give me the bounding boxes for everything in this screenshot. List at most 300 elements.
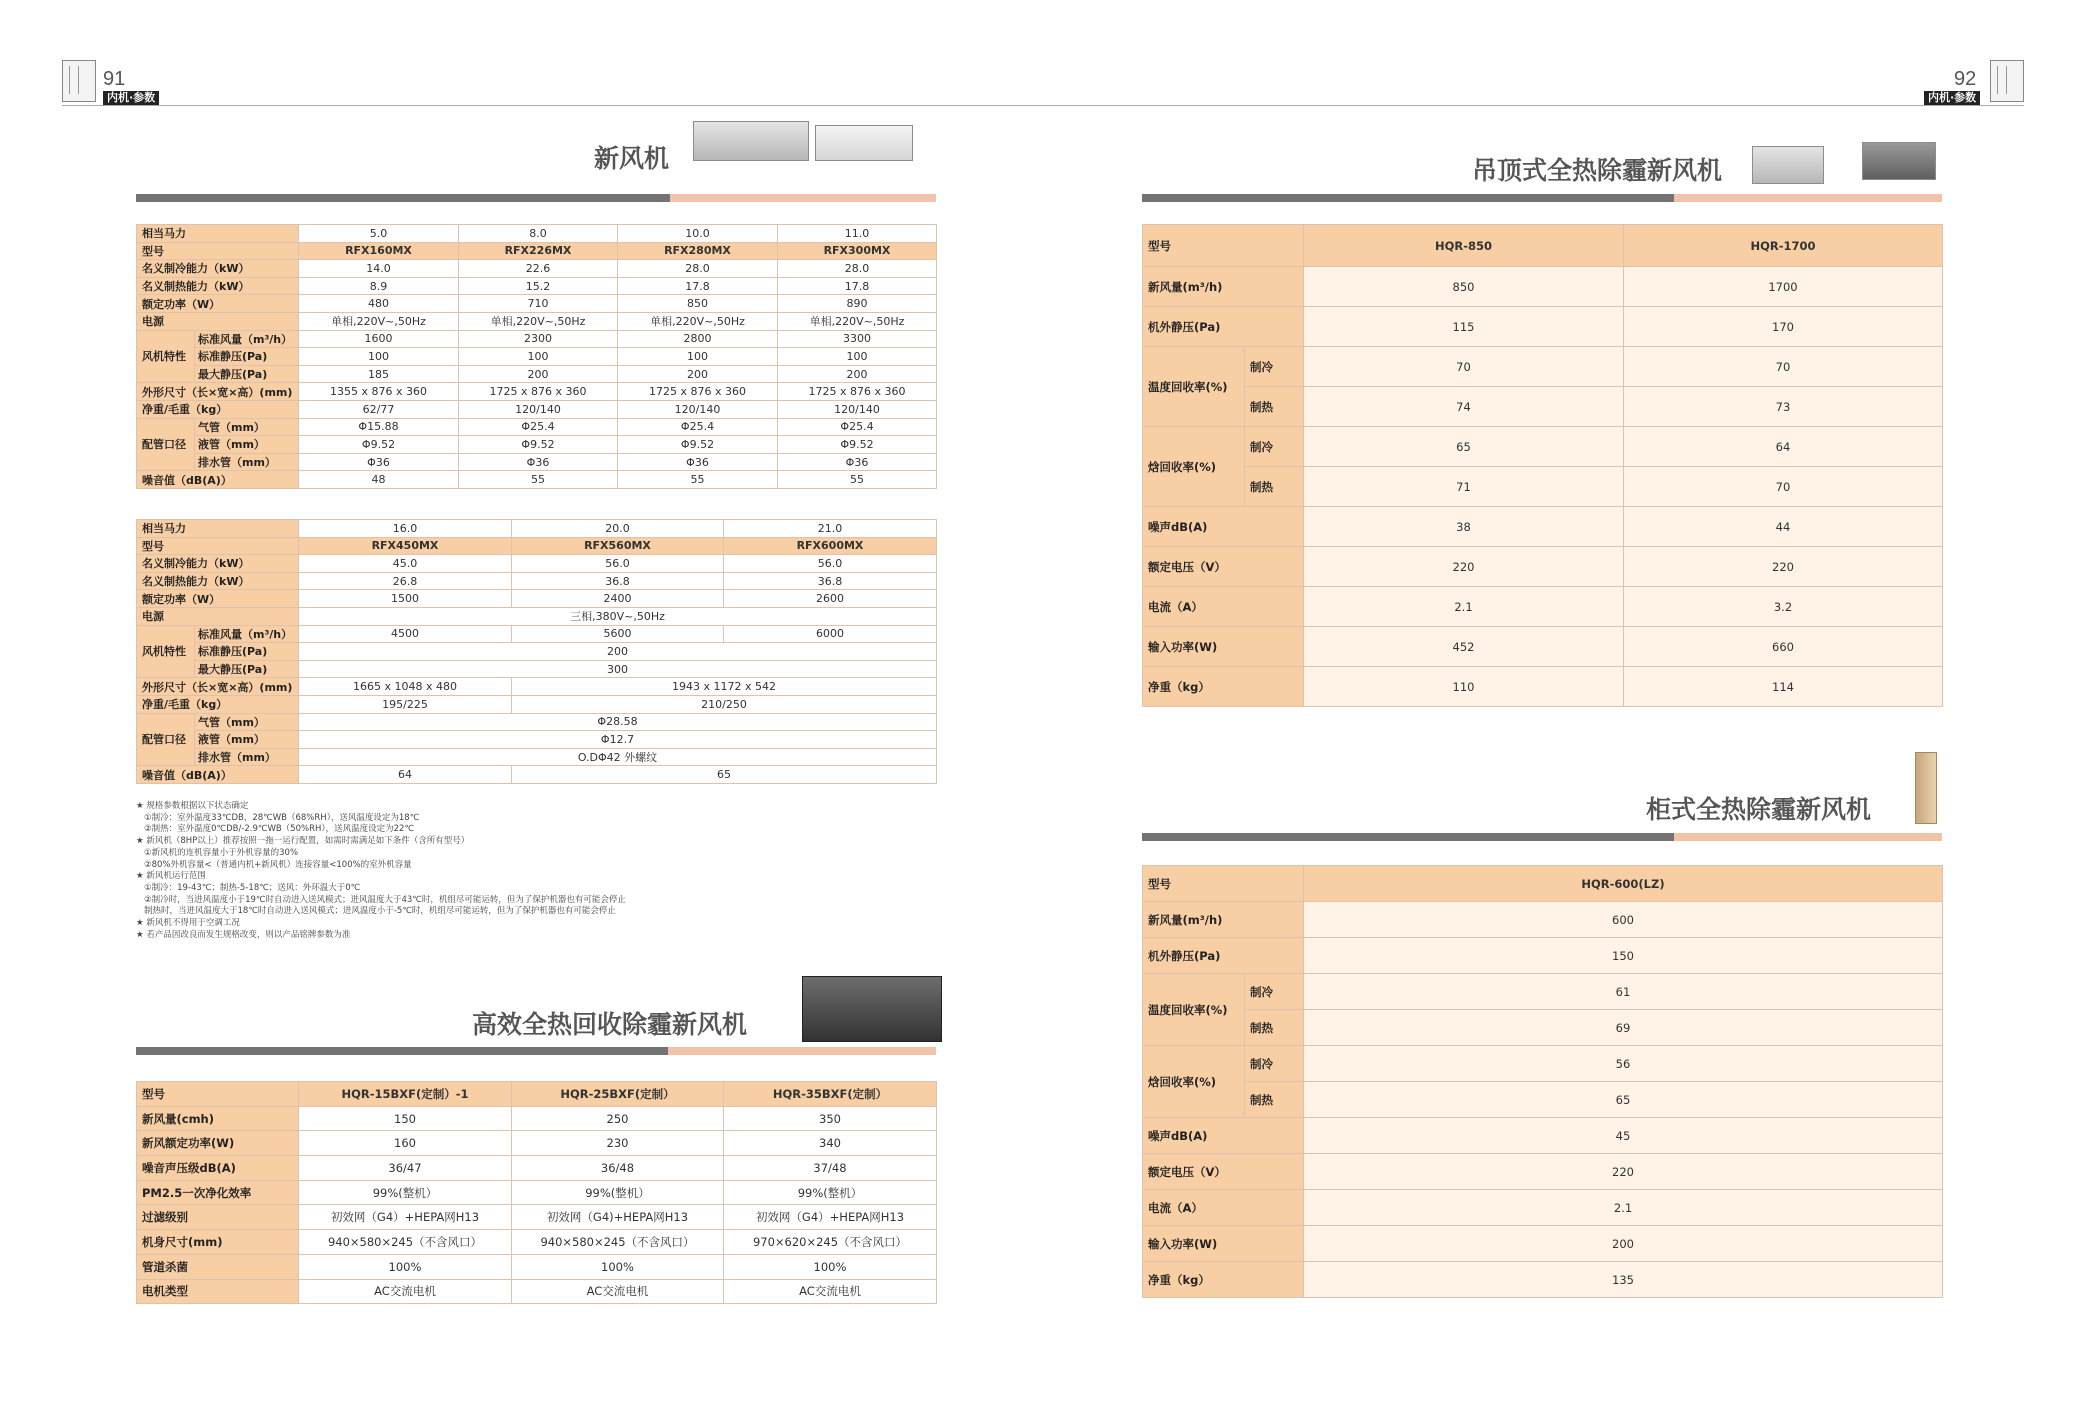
section-title-ceiling-unit: 吊顶式全热除霾新风机	[1472, 156, 1723, 185]
table-cell: 940×580×245（不含风口）	[299, 1230, 512, 1255]
table-cell: AC交流电机	[512, 1279, 724, 1304]
table-cell: Φ9.52	[459, 436, 618, 454]
table-cell: 三相,380V~,50Hz	[299, 607, 937, 625]
book-icon-right	[1990, 60, 2024, 102]
table-row	[137, 436, 937, 454]
table-cell: 10.0	[618, 225, 778, 243]
row-label: 制冷	[1245, 427, 1304, 467]
row-label: 制热	[1245, 1082, 1304, 1118]
table-cell: 45.0	[299, 555, 512, 573]
table-cell: 200	[299, 643, 937, 661]
table-row	[1143, 387, 1943, 427]
row-label: 机身尺寸(mm)	[137, 1230, 299, 1255]
table-row	[137, 348, 937, 366]
table-row	[1143, 1154, 1943, 1190]
row-label: 相当马力	[137, 225, 299, 243]
row-label: 外形尺寸（长×宽×高）(mm)	[137, 678, 299, 696]
table-cell: 56.0	[512, 555, 724, 573]
column-header: RFX280MX	[618, 242, 778, 260]
table-cell: 8.9	[299, 277, 459, 295]
table-cell: 65	[1304, 427, 1624, 467]
table-cell: 56	[1304, 1046, 1943, 1082]
table-row	[137, 1279, 937, 1304]
table-cell: Φ9.52	[618, 436, 778, 454]
table-row	[137, 572, 937, 590]
product-image-cabinet-unit	[1915, 752, 1937, 824]
row-label: 外形尺寸（长×宽×高）(mm)	[137, 383, 299, 401]
table-row	[137, 471, 937, 489]
table-header-row	[1143, 225, 1943, 267]
table-cell: 1700	[1624, 267, 1943, 307]
row-label: 噪音值（dB(A)）	[137, 471, 299, 489]
table-cell: 99%(整机）	[724, 1180, 937, 1205]
table-row	[137, 365, 937, 383]
row-label: 噪音值（dB(A)）	[137, 766, 299, 784]
table-cell: 2300	[459, 330, 618, 348]
table-cell: 1943 x 1172 x 542	[512, 678, 937, 696]
table-row	[1143, 467, 1943, 507]
table-cell: 150	[299, 1106, 512, 1131]
row-label: 标准静压(Pa)	[195, 348, 299, 366]
table-cell: 45	[1304, 1118, 1943, 1154]
row-label: 气管（mm）	[195, 418, 299, 436]
row-label: 气管（mm）	[195, 713, 299, 731]
table-cell: 8.0	[459, 225, 618, 243]
row-label: 净重/毛重（kg）	[137, 400, 299, 418]
row-label: 额定功率（W）	[137, 590, 299, 608]
table-cell: 200	[618, 365, 778, 383]
table-row	[1143, 1046, 1943, 1082]
table-cell: 100	[778, 348, 937, 366]
table-cell: 1355 x 876 x 360	[299, 383, 459, 401]
column-header: RFX560MX	[512, 537, 724, 555]
table-row	[137, 1106, 937, 1131]
table-row	[1143, 1010, 1943, 1046]
table-cell: 100	[299, 348, 459, 366]
row-label: 型号	[137, 242, 299, 260]
table-cell: 15.2	[459, 277, 618, 295]
table-cell: 114	[1624, 667, 1943, 707]
row-label: 机外静压(Pa)	[1143, 938, 1304, 974]
table-cell: 26.8	[299, 572, 512, 590]
table-cell: 340	[724, 1131, 937, 1156]
row-label: 电机类型	[137, 1279, 299, 1304]
page-tag-left: 内机·参数	[103, 91, 159, 105]
note-line: ①制冷：室外温度33℃DB，28℃WB（68%RH），送风温度设定为18℃	[144, 812, 420, 823]
row-label: 温度回收率(%)	[1143, 347, 1245, 427]
note-line: ★ 规格参数根据以下状态确定	[136, 801, 249, 811]
table-row	[1143, 902, 1943, 938]
table-cell: 480	[299, 295, 459, 313]
row-label: 标准静压(Pa)	[195, 643, 299, 661]
row-label: 排水管（mm）	[195, 748, 299, 766]
table-cell: Φ25.4	[459, 418, 618, 436]
table-cell: 36/48	[512, 1156, 724, 1181]
row-label: 型号	[137, 537, 299, 555]
row-label: 液管（mm）	[195, 731, 299, 749]
table-cell: Φ36	[299, 453, 459, 471]
table-cell: 890	[778, 295, 937, 313]
product-image-duct-unit-2	[815, 125, 913, 161]
table-cell: 64	[299, 766, 512, 784]
note-line: ②制热：室外温度0℃DB/-2.9℃WB（50%RH），送风温度设定为22℃	[144, 824, 414, 835]
note-line: ★ 若产品因改良而发生规格改变，则以产品铭牌参数为准	[136, 929, 351, 940]
table-row	[1143, 667, 1943, 707]
table-cell: 17.8	[618, 277, 778, 295]
table-cell: 5600	[512, 625, 724, 643]
table-cell: 660	[1624, 627, 1943, 667]
table-cell: 120/140	[618, 400, 778, 418]
table-cell: 62/77	[299, 400, 459, 418]
table-cell: 220	[1624, 547, 1943, 587]
table-row	[1143, 427, 1943, 467]
table-cell: 1725 x 876 x 360	[459, 383, 618, 401]
table-row	[137, 453, 937, 471]
table-cell: 初效网（G4)+HEPA网H13	[512, 1205, 724, 1230]
row-label: 额定电压（V）	[1143, 547, 1304, 587]
spec-table-rfx-large	[136, 519, 937, 784]
row-label: 电流（A）	[1143, 1190, 1304, 1226]
table-header-row	[137, 1082, 937, 1107]
table-cell: 300	[299, 660, 937, 678]
column-header: RFX226MX	[459, 242, 618, 260]
column-header: HQR-25BXF(定制）	[512, 1082, 724, 1107]
row-label: 名义制热能力（kW）	[137, 572, 299, 590]
table-row	[1143, 1262, 1943, 1298]
row-label: 名义制热能力（kW）	[137, 277, 299, 295]
table-cell: AC交流电机	[299, 1279, 512, 1304]
table-cell: 170	[1624, 307, 1943, 347]
table-row	[1143, 974, 1943, 1010]
table-cell: 220	[1304, 547, 1624, 587]
table-cell: 1665 x 1048 x 480	[299, 678, 512, 696]
table-cell: 1500	[299, 590, 512, 608]
table-row	[137, 625, 937, 643]
table-cell: 4500	[299, 625, 512, 643]
note-line: ②80%外机容量<（普通内机+新风机）连接容量<100%的室外机容量	[144, 859, 412, 870]
column-header: HQR-15BXF(定制）-1	[299, 1082, 512, 1107]
row-label: 电流（A）	[1143, 587, 1304, 627]
table-cell: Φ36	[459, 453, 618, 471]
table-cell: 110	[1304, 667, 1624, 707]
table-row	[137, 1254, 937, 1279]
row-label: 制热	[1245, 387, 1304, 427]
table-cell: 2.1	[1304, 587, 1624, 627]
row-label: 型号	[1143, 866, 1304, 902]
table-row	[137, 1131, 937, 1156]
table-cell: 单相,220V~,50Hz	[299, 312, 459, 330]
table-row	[137, 1156, 937, 1181]
table-cell: 2600	[724, 590, 937, 608]
table-cell: Φ25.4	[778, 418, 937, 436]
table-row	[137, 695, 937, 713]
row-label: 噪声dB(A)	[1143, 507, 1304, 547]
row-label: 液管（mm）	[195, 436, 299, 454]
table-cell: 115	[1304, 307, 1624, 347]
table-row	[137, 766, 937, 784]
table-row	[137, 277, 937, 295]
table-cell: 120/140	[778, 400, 937, 418]
table-row	[137, 643, 937, 661]
table-row	[1143, 347, 1943, 387]
section-title-cabinet-unit: 柜式全热除霾新风机	[1646, 795, 1872, 824]
table-row	[137, 607, 937, 625]
table-row	[137, 330, 937, 348]
row-label: 名义制冷能力（kW）	[137, 555, 299, 573]
table-row	[1143, 307, 1943, 347]
row-label: 制冷	[1245, 347, 1304, 387]
table-cell: 55	[618, 471, 778, 489]
row-label: 配管口径	[137, 418, 195, 471]
row-label: 排水管（mm）	[195, 453, 299, 471]
table-row	[137, 225, 937, 243]
table-cell: 22.6	[459, 260, 618, 278]
table-cell: 36.8	[512, 572, 724, 590]
row-label: 过滤级别	[137, 1205, 299, 1230]
table-cell: 970×620×245（不含风口）	[724, 1230, 937, 1255]
column-header: RFX160MX	[299, 242, 459, 260]
table-cell: 135	[1304, 1262, 1943, 1298]
product-image-ceiling-unit-2	[1862, 142, 1936, 180]
row-label: 型号	[137, 1082, 299, 1107]
table-cell: 1725 x 876 x 360	[778, 383, 937, 401]
row-label: 额定电压（V）	[1143, 1154, 1304, 1190]
table-cell: 452	[1304, 627, 1624, 667]
table-cell: Φ25.4	[618, 418, 778, 436]
table-cell: 28.0	[618, 260, 778, 278]
table-cell: 150	[1304, 938, 1943, 974]
column-header: HQR-35BXF(定制）	[724, 1082, 937, 1107]
table-cell: 99%(整机）	[299, 1180, 512, 1205]
table-cell: 56.0	[724, 555, 937, 573]
table-cell: Φ36	[618, 453, 778, 471]
row-label: 焓回收率(%)	[1143, 1046, 1245, 1118]
row-label: 电源	[137, 312, 299, 330]
table-cell: Φ15.88	[299, 418, 459, 436]
row-label: 额定功率（W）	[137, 295, 299, 313]
table-cell: 单相,220V~,50Hz	[459, 312, 618, 330]
table-cell: AC交流电机	[724, 1279, 937, 1304]
table-cell: 1725 x 876 x 360	[618, 383, 778, 401]
table-row	[137, 537, 937, 555]
row-label: 制热	[1245, 1010, 1304, 1046]
section-bar	[136, 194, 936, 202]
table-cell: 200	[1304, 1226, 1943, 1262]
row-label: 电源	[137, 607, 299, 625]
row-label: 输入功率(W)	[1143, 627, 1304, 667]
column-header: RFX300MX	[778, 242, 937, 260]
column-header: HQR-1700	[1624, 225, 1943, 267]
spec-table-hqr-ceiling	[1142, 224, 1943, 707]
table-cell: 36/47	[299, 1156, 512, 1181]
table-cell: 100%	[299, 1254, 512, 1279]
row-label: 配管口径	[137, 713, 195, 766]
table-row	[137, 713, 937, 731]
table-cell: 940×580×245（不含风口）	[512, 1230, 724, 1255]
table-row	[137, 418, 937, 436]
table-row	[1143, 1118, 1943, 1154]
row-label: 新风量(m³/h)	[1143, 267, 1304, 307]
table-row	[1143, 267, 1943, 307]
column-header: HQR-600(LZ)	[1304, 866, 1943, 902]
table-cell: 1600	[299, 330, 459, 348]
row-label: 噪音声压级dB(A)	[137, 1156, 299, 1181]
row-label: 型号	[1143, 225, 1304, 267]
row-label: 标准风量（m³/h）	[195, 330, 299, 348]
table-cell: Φ12.7	[299, 731, 937, 749]
section-bar	[1142, 833, 1942, 841]
table-cell: 16.0	[299, 520, 512, 538]
row-label: 风机特性	[137, 625, 195, 678]
table-row	[137, 678, 937, 696]
note-line: ①制冷：19-43℃；制热-5-18℃；送风：外环温大于0℃	[144, 882, 361, 893]
note-line: ★ 新风机不得用于空调工况	[136, 918, 240, 929]
table-cell: Φ9.52	[299, 436, 459, 454]
table-cell: 20.0	[512, 520, 724, 538]
section-title-fresh-air: 新风机	[594, 144, 670, 173]
table-cell: 210/250	[512, 695, 937, 713]
book-icon-left	[62, 60, 96, 102]
row-label: 新风量(cmh)	[137, 1106, 299, 1131]
table-cell: 71	[1304, 467, 1624, 507]
table-header-row	[1143, 866, 1943, 902]
table-cell: 2.1	[1304, 1190, 1943, 1226]
table-row	[137, 748, 937, 766]
page-number-left: 91	[103, 68, 126, 90]
top-rule	[62, 105, 2024, 106]
table-cell: 185	[299, 365, 459, 383]
table-cell: 38	[1304, 507, 1624, 547]
row-label: 净重/毛重（kg）	[137, 695, 299, 713]
table-cell: 220	[1304, 1154, 1943, 1190]
note-line: ★ 新风机运行范围	[136, 871, 206, 882]
row-label: PM2.5一次净化效率	[137, 1180, 299, 1205]
table-cell: 850	[618, 295, 778, 313]
product-image-ceiling-unit-1	[1752, 146, 1824, 184]
product-image-duct-unit-1	[693, 121, 809, 161]
spec-table-hqr-bxf	[136, 1081, 937, 1304]
column-header: HQR-850	[1304, 225, 1624, 267]
row-label: 温度回收率(%)	[1143, 974, 1245, 1046]
table-row	[137, 1205, 937, 1230]
spec-table-hqr-cabinet	[1142, 865, 1943, 1298]
row-label: 制热	[1245, 467, 1304, 507]
table-row	[1143, 1226, 1943, 1262]
row-label: 新风量(m³/h)	[1143, 902, 1304, 938]
table-cell: 3.2	[1624, 587, 1943, 627]
row-label: 管道杀菌	[137, 1254, 299, 1279]
table-cell: 250	[512, 1106, 724, 1131]
note-line: ②制冷时，当进风温度小于19℃时自动进入送风模式；进风温度大于43℃时，机组尽可能运转，但为了保护机器也有可能会停止	[144, 894, 626, 905]
row-label: 净重（kg）	[1143, 667, 1304, 707]
table-cell: 55	[459, 471, 618, 489]
table-cell: 710	[459, 295, 618, 313]
table-cell: 70	[1304, 347, 1624, 387]
table-cell: 230	[512, 1131, 724, 1156]
table-cell: 69	[1304, 1010, 1943, 1046]
table-cell: 14.0	[299, 260, 459, 278]
column-header: RFX450MX	[299, 537, 512, 555]
table-cell: 65	[512, 766, 937, 784]
table-row	[137, 242, 937, 260]
row-label: 净重（kg）	[1143, 1262, 1304, 1298]
table-cell: 99%(整机）	[512, 1180, 724, 1205]
table-cell: 48	[299, 471, 459, 489]
row-label: 机外静压(Pa)	[1143, 307, 1304, 347]
table-row	[1143, 547, 1943, 587]
table-row	[137, 590, 937, 608]
table-cell: 37/48	[724, 1156, 937, 1181]
table-cell: Φ28.58	[299, 713, 937, 731]
table-cell: 5.0	[299, 225, 459, 243]
table-cell: 350	[724, 1106, 937, 1131]
table-cell: 200	[459, 365, 618, 383]
table-cell: 2800	[618, 330, 778, 348]
table-cell: 2400	[512, 590, 724, 608]
row-label: 风机特性	[137, 330, 195, 383]
table-row	[137, 312, 937, 330]
section-title-hqr-bxf: 高效全热回收除霾新风机	[472, 1010, 748, 1039]
table-cell: 21.0	[724, 520, 937, 538]
table-row	[137, 1230, 937, 1255]
row-label: 制冷	[1245, 974, 1304, 1010]
table-row	[1143, 938, 1943, 974]
table-cell: 70	[1624, 347, 1943, 387]
table-cell: 100	[618, 348, 778, 366]
table-cell: 70	[1624, 467, 1943, 507]
note-line: ①新风机的连机容量小于外机容量的30%	[144, 847, 299, 858]
row-label: 制冷	[1245, 1046, 1304, 1082]
table-cell: 61	[1304, 974, 1943, 1010]
table-cell: O.DΦ42 外螺纹	[299, 748, 937, 766]
table-row	[137, 1180, 937, 1205]
table-row	[1143, 627, 1943, 667]
column-header: RFX600MX	[724, 537, 937, 555]
table-cell: 初效网（G4）+HEPA网H13	[299, 1205, 512, 1230]
table-cell: 64	[1624, 427, 1943, 467]
table-cell: 初效网（G4）+HEPA网H13	[724, 1205, 937, 1230]
table-cell: 65	[1304, 1082, 1943, 1118]
table-cell: 55	[778, 471, 937, 489]
spec-table-rfx-small	[136, 224, 937, 489]
row-label: 焓回收率(%)	[1143, 427, 1245, 507]
table-cell: Φ9.52	[778, 436, 937, 454]
table-cell: 3300	[778, 330, 937, 348]
table-cell: 160	[299, 1131, 512, 1156]
row-label: 最大静压(Pa)	[195, 365, 299, 383]
row-label: 噪声dB(A)	[1143, 1118, 1304, 1154]
table-row	[137, 555, 937, 573]
table-cell: 600	[1304, 902, 1943, 938]
page-tag-right: 内机·参数	[1924, 91, 1980, 105]
table-row	[137, 260, 937, 278]
table-cell: 11.0	[778, 225, 937, 243]
table-row	[137, 660, 937, 678]
note-line: 制热时，当进风温度大于18℃时自动进入送风模式；进风温度小于-5℃时，机组尽可能运转，但为了保护机器也有可能会停止	[144, 906, 616, 917]
section-bar	[1142, 194, 1942, 202]
table-cell: 73	[1624, 387, 1943, 427]
table-row	[1143, 507, 1943, 547]
row-label: 新风额定功率(W)	[137, 1131, 299, 1156]
table-cell: 单相,220V~,50Hz	[778, 312, 937, 330]
table-row	[137, 731, 937, 749]
table-row	[137, 295, 937, 313]
table-cell: 195/225	[299, 695, 512, 713]
page-number-right: 92	[1954, 68, 1977, 90]
table-cell: 28.0	[778, 260, 937, 278]
row-label: 标准风量（m³/h）	[195, 625, 299, 643]
table-cell: 36.8	[724, 572, 937, 590]
